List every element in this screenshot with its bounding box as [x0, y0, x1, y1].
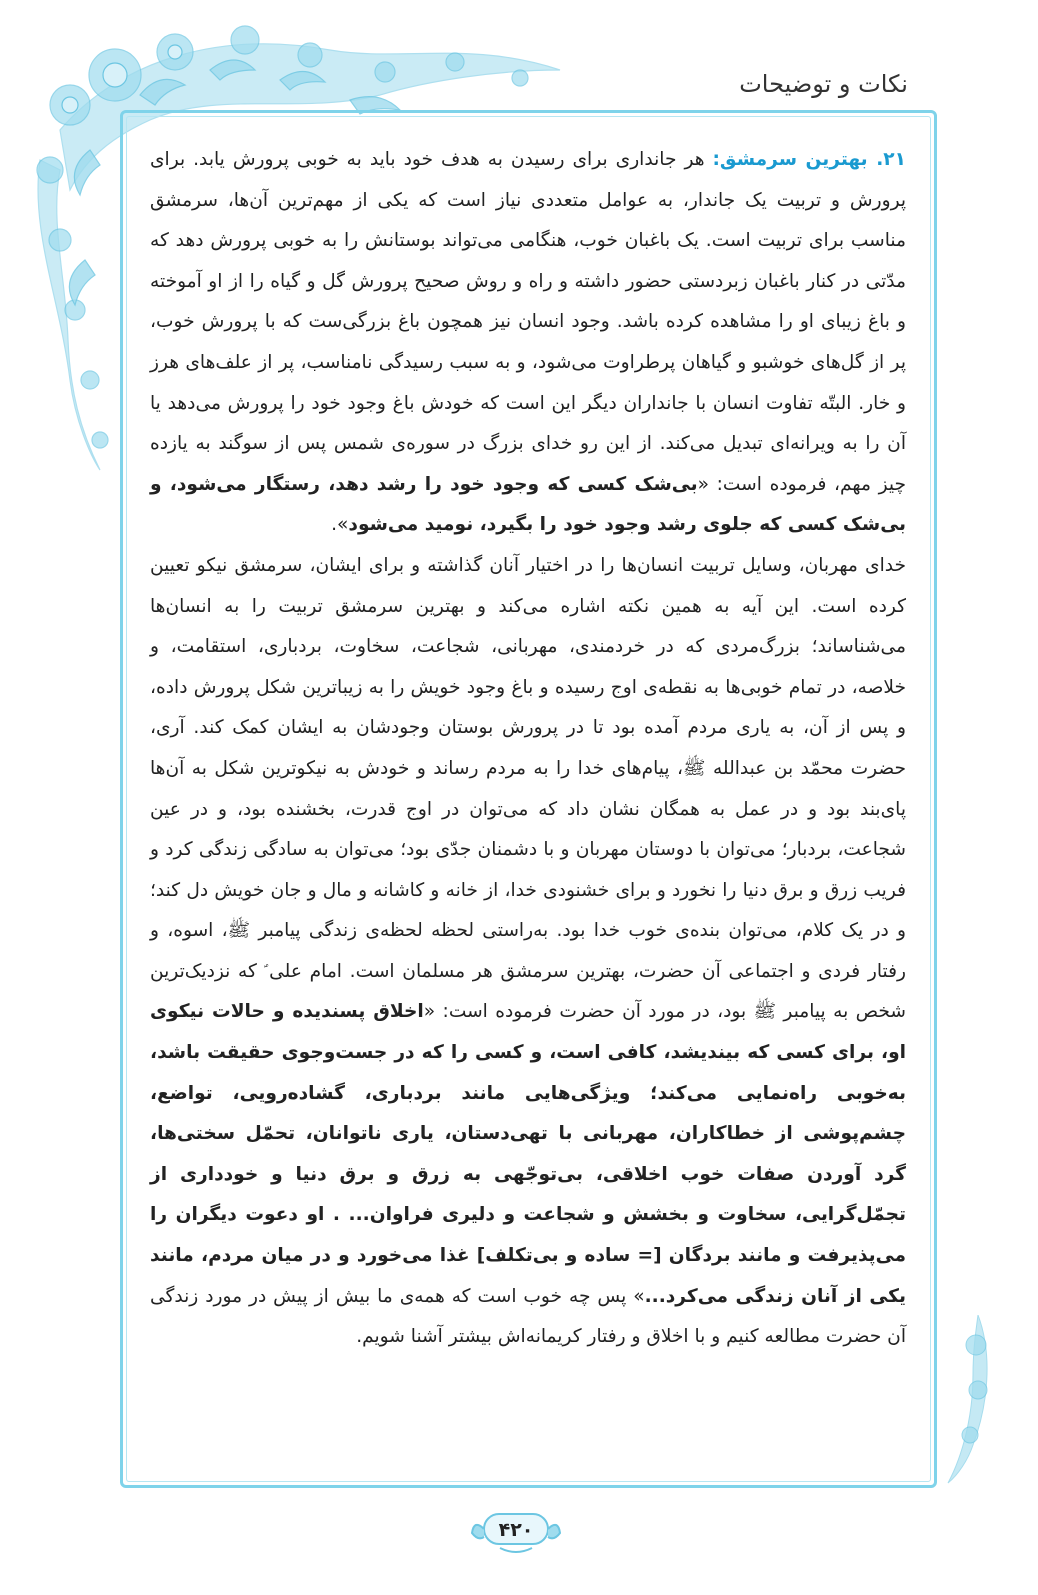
page-number: ۴۲۰ [498, 1519, 534, 1541]
paragraph-2-text-a: خدای مهربان، وسایل تربیت انسان‌ها را در اختیار آنان گذاشته و برای ایشان، سرمشق نیکو تعیین کرده است. این آیه به همین نکته اشاره می‌کند و بهترین سرمشق تربیت را به انسان‌ها می‌شناساند؛ بزرگ‌مردی که در خردمندی، مهربانی، شجاعت، سخاوت، بردباری، استقامت، و خلاصه، در تمام خوبی‌ها به نقطه‌ی اوج رسیده و باغ وجود خویش را به زیباترین شکل پرورش داده، و پس از آن، به یاری مردم آمده بود تا در پرورش بوستان وجودشان به ایشان کمک کند. آری، حضرت محمّد بن عبدالله ﷺ، پیام‌های خدا را به مردم رساند و خودش به نیکوترین شکل به آن‌ها پای‌بند بود و در عمل به همگان نشان داد که می‌توان در اوج قدرت، بخشنده بود، و در عین شجاعت، بردبار؛ می‌توان با دوستان مهربان و با دشمنان جدّی بود؛ می‌توان به سادگی زندگی کرد و فریب زرق و برق دنیا را نخورد و برای خشنودی خدا، از خانه و کاشانه و مال و جان خویش دل کند؛ و در یک کلام، می‌توان بنده‌ی خوب خدا بود. به‌راستی لحظه لحظه‌ی زندگی پیامبر ﷺ، اسوه، و رفتار فردی و اجتماعی آن حضرت، بهترین سرمشق هر مسلمان است. امام علی ؑ که نزدیک‌ترین شخص به پیامبر ﷺ بود، در مورد آن حضرت فرموده است: « [150, 554, 906, 1023]
quote-2: اخلاق پسندیده و حالات نیکوی او، برای کسی که بیندیشد، کافی است، و کسی را که در جست‌وجوی حقیقت باشد، به‌خوبی راه‌نمایی می‌کند؛ ویژگی‌هایی مانند بردباری، گشاده‌رویی، تواضع، چشم‌پوشی از خطاکاران، مهربانی با تهی‌دستان، یاری ناتوانان، تحمّل سختی‌ها، گرد آوردن صفات خوب اخلاقی، بی‌توجّهی به زرق و برق دنیا و خودداری از تجمّل‌گرایی، سخاوت و بخشش و شجاعت و دلیری فراوان... . او دعوت دیگران را می‌پذیرفت و مانند بردگان [= ساده و بی‌تکلف] غذا می‌خورد و در میان مردم، مانند یکی از آنان زندگی می‌کرد... [150, 1001, 906, 1307]
page-header-title: نکات و توضیحات [739, 70, 908, 98]
paragraph-2-text-b: » پس چه خوب است که همه‌ی ما بیش از پیش در مورد زندگی آن حضرت مطالعه کنیم و با اخلاق و رفتار کریمانه‌اش بیشتر آشنا شویم. [150, 1285, 906, 1348]
quote-1-end: ». [331, 514, 349, 536]
paragraph-1-text: هر جانداری برای رسیدن به هدف خود باید به خوبی پرورش یابد. برای پرورش و تربیت یک جاندار، به عوامل متعددی نیاز است که یکی از مهم‌ترین آن‌ها، سرمشق مناسب برای تربیت است. یک باغبان خوب، هنگامی می‌تواند بوستانش را به خوبی پرورش دهد که مدّتی در کنار باغبان زبردستی حضور داشته و راه و روش صحیح پرورش گل و گیاه را از او آموخته و باغ زیبای او را مشاهده کرده باشد. وجود انسان نیز همچون باغ بزرگی‌ست که با پرورش خوب، پر از گل‌های خوشبو و گیاهان پرطراوت می‌شود، و به سبب رسیدگی نامناسب، پر از علف‌های هرز و خار. البتّه تفاوت انسان با جانداران دیگر این است که خودش باغ وجود خود را پرورش می‌دهد یا آن را به ویرانه‌ای تبدیل می‌کند. از این رو خدای بزرگ در سوره‌ی شمس پس از سوگند به یازده چیز مهم، فرموده است: « [150, 149, 906, 495]
paragraph-2 [150, 546, 906, 1358]
main-content [150, 140, 906, 1358]
quote-1: بی‌شک کسی که وجود خود را رشد دهد، رستگار می‌شود، و بی‌شک کسی که جلوی رشد وجود خود را بگیرد، نومید می‌شود [150, 473, 906, 536]
section-heading: ۲۱. بهترین سرمشق: [712, 149, 906, 170]
paragraph-1 [150, 140, 906, 546]
